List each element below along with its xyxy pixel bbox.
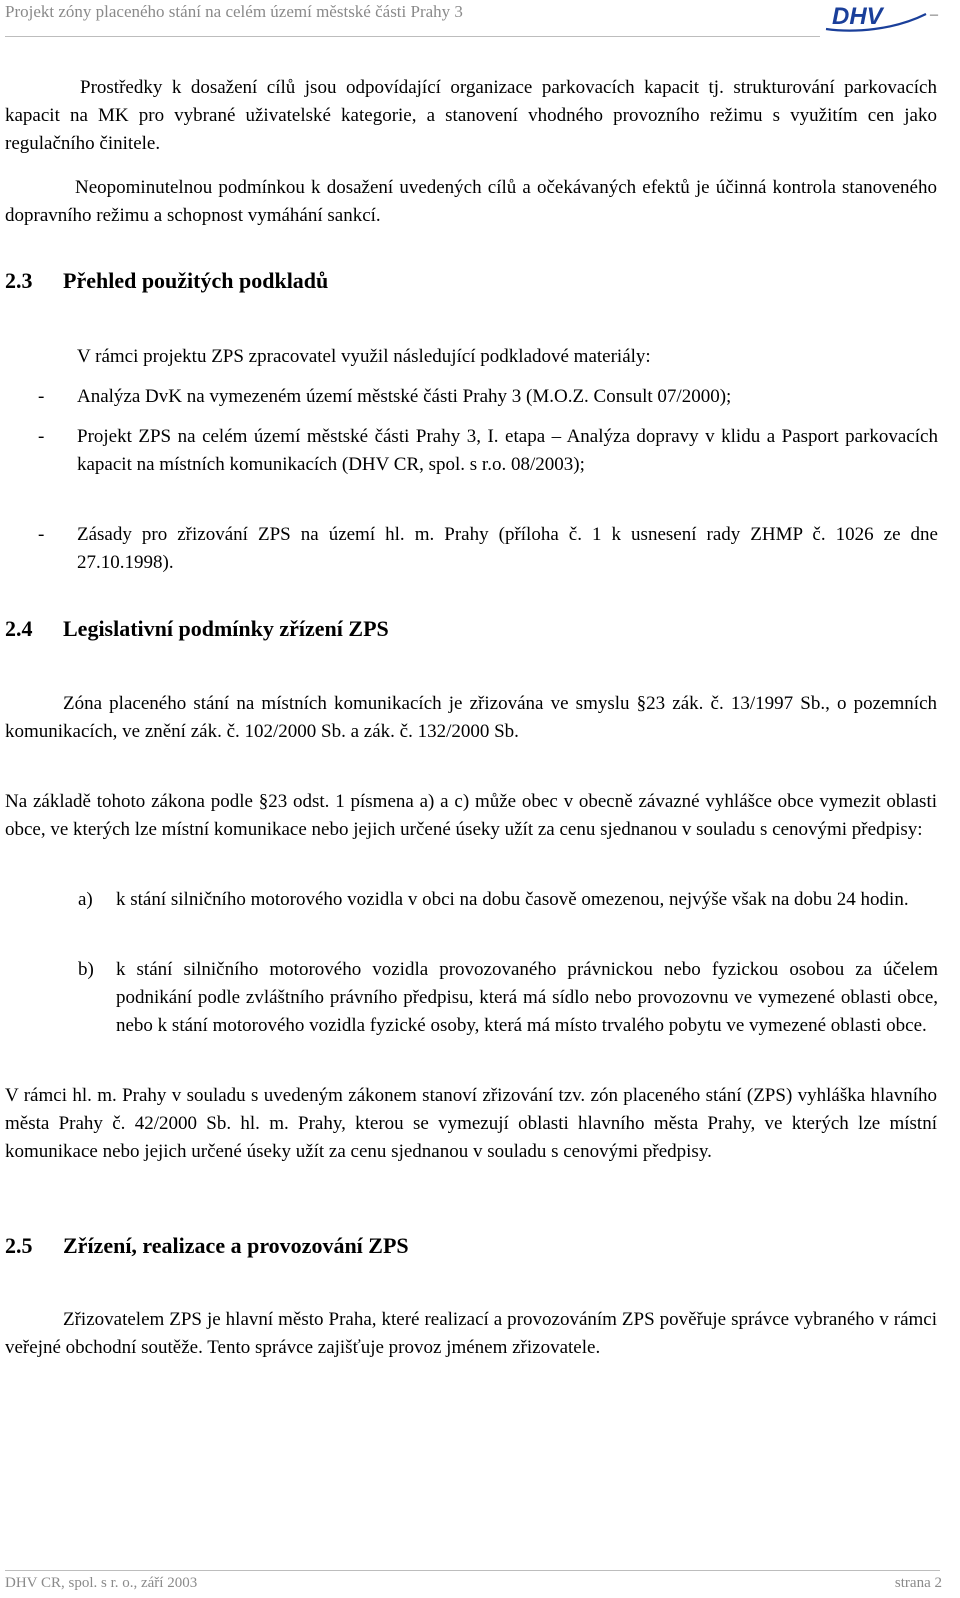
list-marker: - bbox=[38, 524, 45, 545]
section-number: 2.4 bbox=[5, 616, 33, 641]
list-item-text: Projekt ZPS na celém území městské části Prahy 3, I. etapa – Analýza dopravy v klidu a Pasport parkovacích kapacit na místních komunikacích (DHV CR, spol. s r.o. 08/2003); bbox=[77, 426, 938, 475]
list-marker: - bbox=[38, 386, 45, 407]
section-heading-2-4 bbox=[5, 616, 389, 642]
list-item-text: Zásady pro zřizování ZPS na území hl. m. Prahy (příloha č. 1 k usnesení rady ZHMP č. 1026 ze dne 27.10.1998). bbox=[77, 524, 938, 573]
dhv-logo bbox=[824, 2, 928, 36]
list-marker: b) bbox=[78, 959, 94, 980]
header-rule bbox=[5, 36, 820, 37]
section-title: Zřízení, realizace a provozování ZPS bbox=[63, 1233, 409, 1258]
footer-company-date: DHV CR, spol. s r. o., září 2003 bbox=[5, 1575, 198, 1591]
logo-text: DHV bbox=[832, 3, 883, 30]
list-item-text: k stání silničního motorového vozidla provozovaného právnickou nebo fyzickou osobou za účelem podnikání podle zvláštního právního předpisu, která má sídlo nebo provozovnu ve vymezené oblasti obce, nebo k stání motorového vozidla fyzické osoby, která má místo trvalého pobytu ve vymezené oblasti obce. bbox=[116, 959, 938, 1036]
list-marker: - bbox=[38, 426, 45, 447]
section-number: 2.3 bbox=[5, 268, 33, 293]
paragraph-condition: Neopominutelnou podmínkou k dosažení uvedených cílů a očekávaných efektů je účinná kontrola stanoveného dopravního režimu a schopnost vymáhání sankcí. bbox=[5, 177, 937, 226]
section-title: Legislativní podmínky zřízení ZPS bbox=[63, 616, 389, 641]
footer-rule bbox=[5, 1570, 940, 1571]
list-item-text: Analýza DvK na vymezeném území městské části Prahy 3 (M.O.Z. Consult 07/2000); bbox=[77, 386, 732, 407]
paragraph-operator: Zřizovatelem ZPS je hlavní město Praha, které realizací a provozováním ZPS pověřuje správce vybraného v rámci veřejné obchodní soutěže. Tento správce zajišťuje provoz jménem zřizovatele. bbox=[5, 1309, 937, 1358]
section-heading-2-5 bbox=[5, 1233, 409, 1259]
header-title: Projekt zóny placeného stání na celém území městské části Prahy 3 bbox=[5, 2, 463, 21]
header-dash: – bbox=[930, 6, 938, 23]
list-item-text: k stání silničního motorového vozidla v obci na dobu časově omezenou, nejvýše však na dobu 24 hodin. bbox=[116, 889, 909, 910]
sources-intro: V rámci projektu ZPS zpracovatel využil následující podkladové materiály: bbox=[77, 346, 651, 367]
section-number: 2.5 bbox=[5, 1233, 33, 1258]
section-title: Přehled použitých podkladů bbox=[63, 268, 329, 293]
paragraph-prague-decree: V rámci hl. m. Prahy v souladu s uvedeným zákonem stanoví zřizování tzv. zón placeného stání (ZPS) vyhláška hlavního města Prahy č. 42/2000 Sb. hl. m. Prahy, kterou se vymezují oblasti hlavního města Prahy, ve kterých lze místní komunikace nebo jejich určené úseky užít za cenu sjednanou v souladu s cenovými předpisy. bbox=[5, 1085, 937, 1162]
paragraph-legal-basis: Zóna placeného stání na místních komunikacích je zřizována ve smyslu §23 zák. č. 13/1997 Sb., o pozemních komunikacích, ve znění zák. č. 102/2000 Sb. a zák. č. 132/2000 Sb. bbox=[5, 693, 937, 742]
list-marker: a) bbox=[78, 889, 93, 910]
footer-page-number: strana 2 bbox=[894, 1575, 942, 1591]
paragraph-means: Prostředky k dosažení cílů jsou odpovídající organizace parkovacích kapacit tj. strukturování parkovacích kapacit na MK pro vybrané uživatelské kategorie, a stanovení vhodného provozního režimu s využitím cen jako regulačního činitele. bbox=[5, 77, 937, 154]
paragraph-law-provisions: Na základě tohoto zákona podle §23 odst. 1 písmena a) a c) může obec v obecně závazné vyhlášce obce vymezit oblasti obce, ve kterých lze místní komunikace nebo jejich určené úseky užít za cenu sjednanou v souladu s cenovými předpisy: bbox=[5, 791, 937, 840]
section-heading-2-3 bbox=[5, 268, 328, 294]
